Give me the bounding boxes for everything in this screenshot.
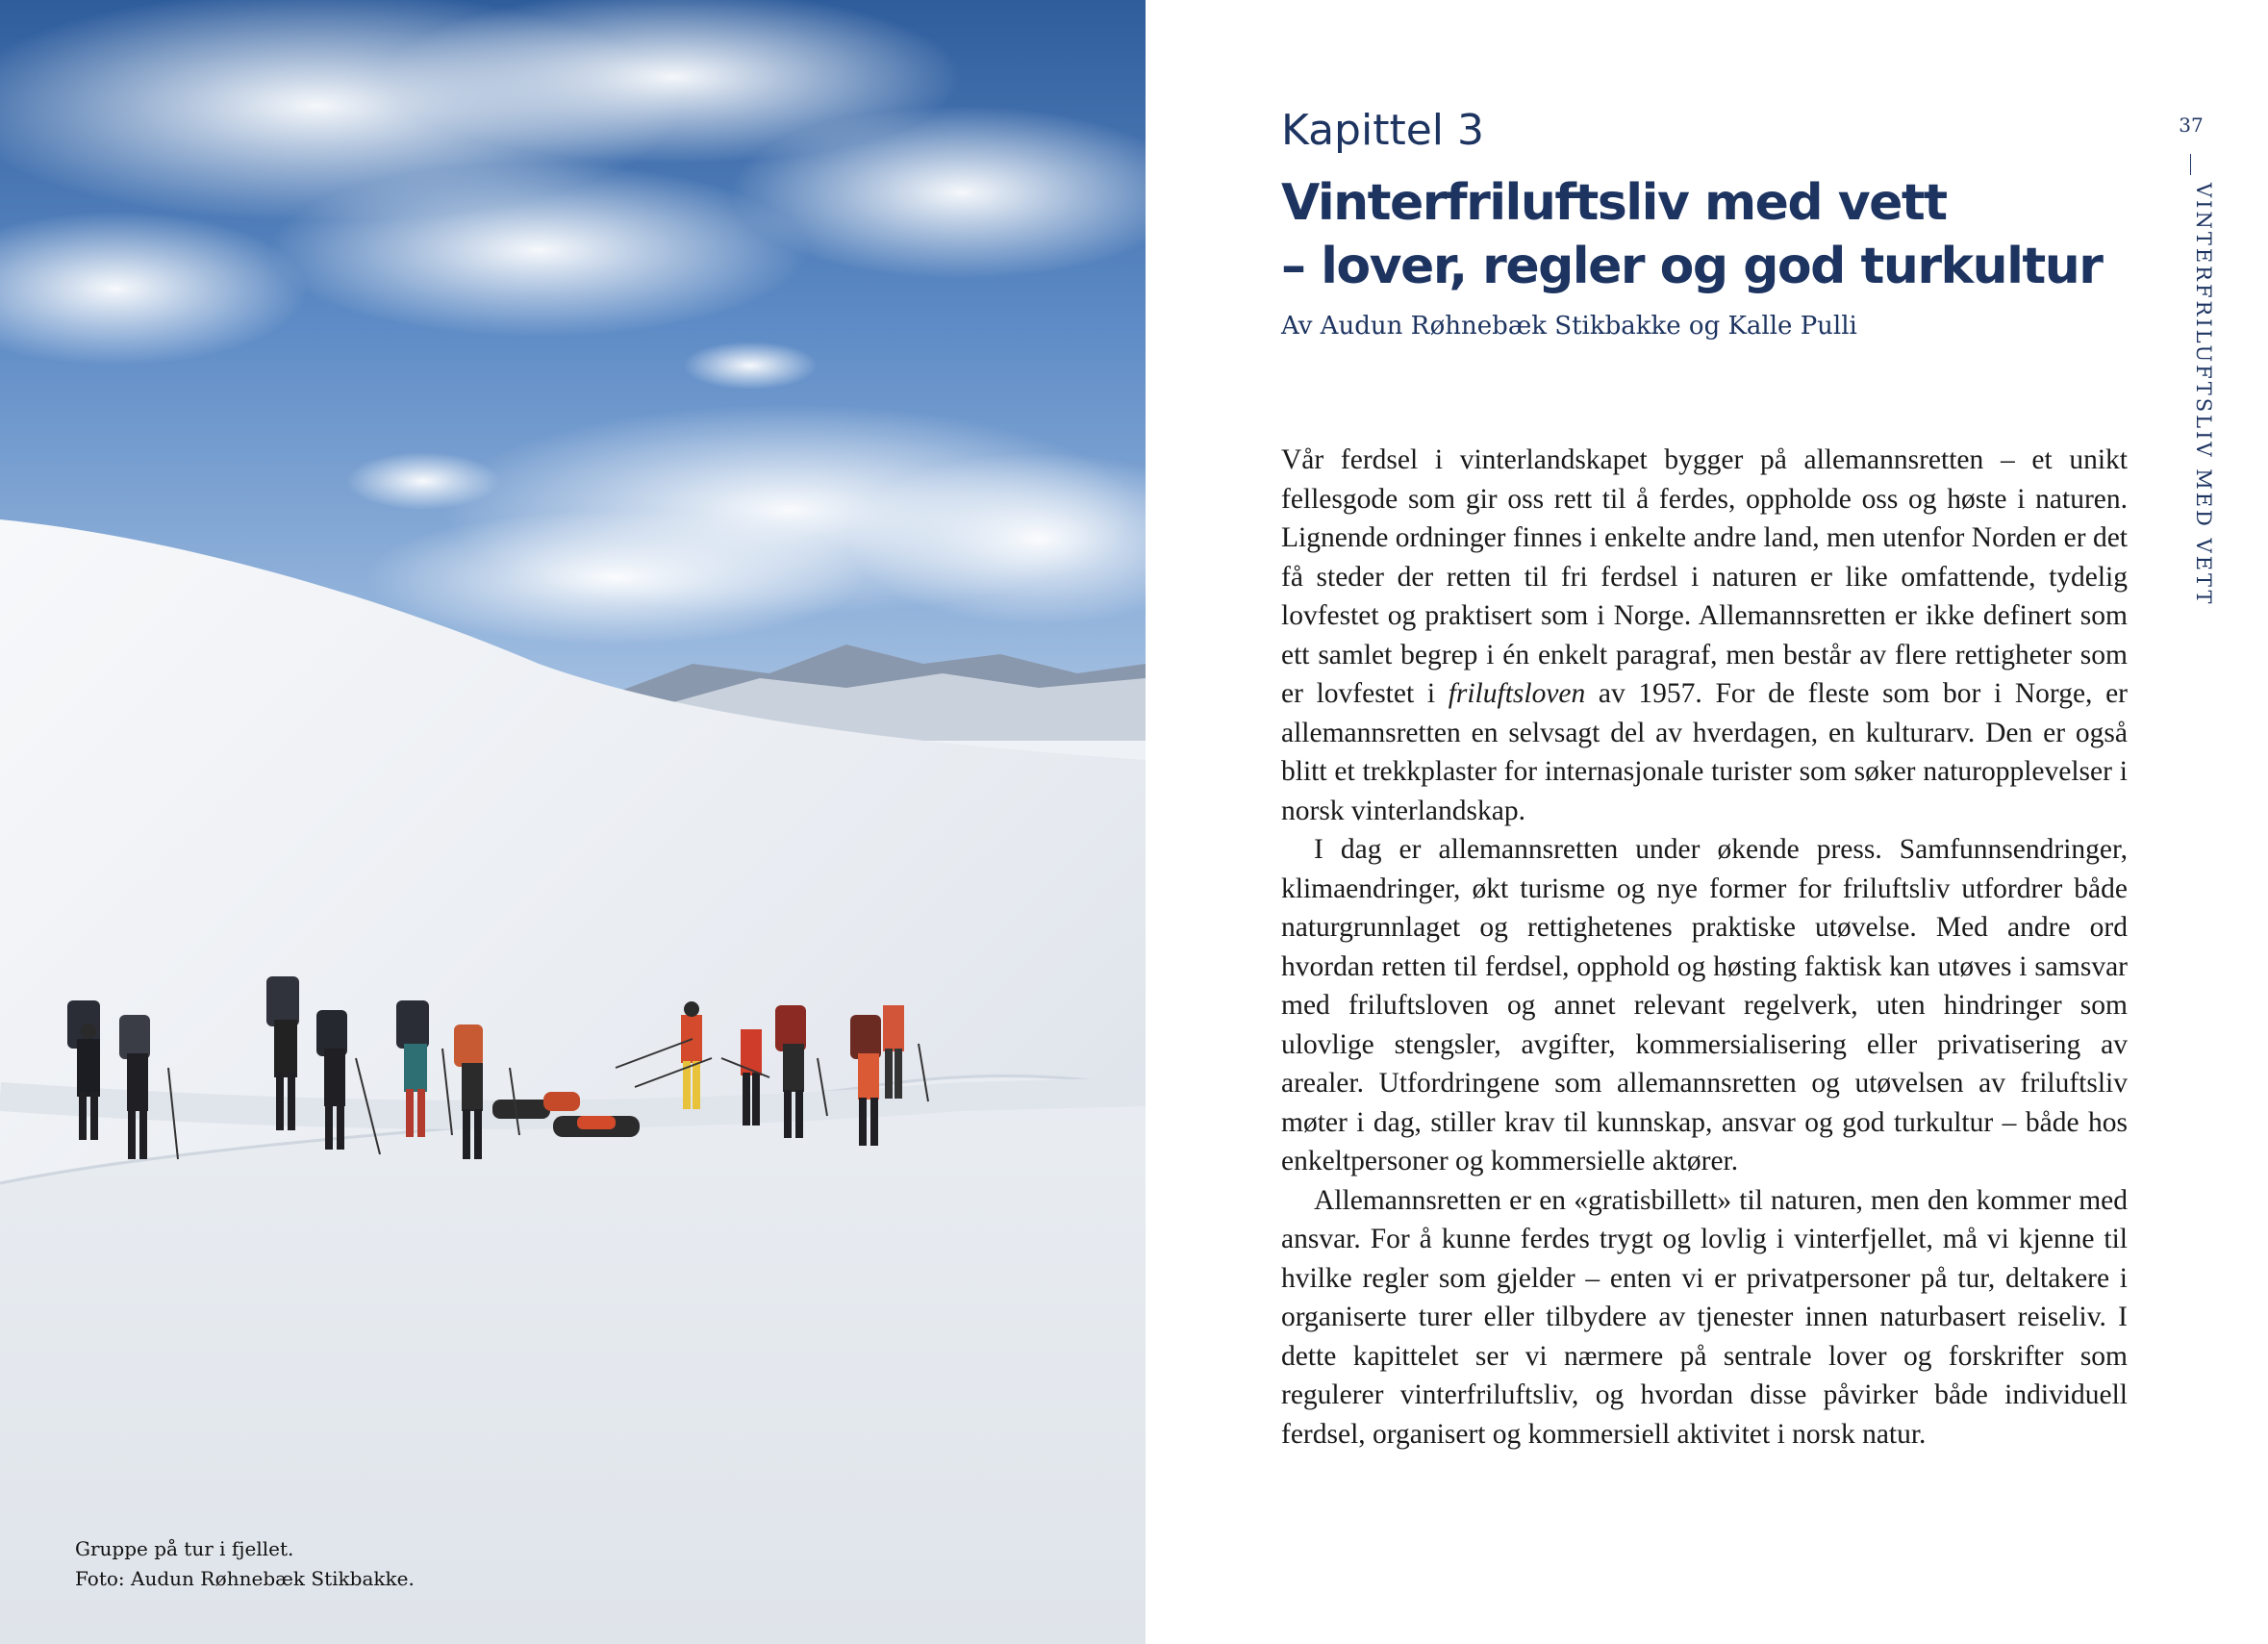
caption-line-2: Foto: Audun Røhnebæk Stikbakke. <box>75 1567 415 1590</box>
paragraph-2: I dag er allemannsretten under økende press. Samfunnsendringer, klimaendringer, økt turisme og nye former for friluftsliv utfordrer både naturgrunnlaget og rettighetenes praktiske utøvelse. Med andre ord hvordan retten til ferdsel, opphold og høsting faktisk kan utøves i samsvar med friluftsloven og annet relevant regelverk, uten hindringer som ulovlige stengsler, avgifter, kommersialisering eller privatisering av arealer. Utfordringene som allemannsretten og utøvelsen av friluftsliv møter i dag, stiller krav til kunnskap, ansvar og god turkultur – både hos enkeltpersoner og kommersielle aktører. <box>1281 834 2128 1176</box>
photo-caption <box>75 1534 652 1594</box>
paragraph-1 <box>1281 441 2128 830</box>
page-number: 37 <box>2179 114 2204 137</box>
chapter-label: Kapittel 3 <box>1281 106 1484 155</box>
text-page <box>1146 0 2268 1644</box>
chapter-title <box>1281 171 2147 298</box>
paragraph-1-part-a: Vår ferdsel i vinterlandskapet bygger på allemannsretten – et unikt fellesgode som gir oss rett til å ferdes, oppholde oss og høste i naturen. Lignende ordninger finnes i enkelte andre land, men utenfor Norden er det få steder der retten til fri ferdsel i naturen er like omfattende, tydelig lovfestet og praktisert som i Norge. Allemannsretten er ikke definert som ett samlet begrep i én enkelt paragraf, men består av flere rettigheter som er lovfestet i <box>1281 444 2128 709</box>
running-head: VINTERFRILUFTSLIV MED VETT <box>2192 183 2215 607</box>
law-title-italic: friluftsloven <box>1448 678 1586 709</box>
chapter-title-line-2: – lover, regler og god turkultur <box>1281 238 2103 295</box>
author-byline: Av Audun Røhnebæk Stikbakke og Kalle Pulli <box>1281 312 1857 341</box>
page-number-divider <box>2190 154 2191 175</box>
chapter-title-line-1: Vinterfriluftsliv med vett <box>1281 174 1947 232</box>
paragraph-1-part-b: av 1957. For de fleste som bor i Norge, er allemannsretten en selvsagt del av hverdagen, en kulturarv. Den er også blitt et trekkplaster for internasjonale turister som søker naturopplevelser i norsk vinterlandskap. <box>1281 678 2128 826</box>
caption-line-1: Gruppe på tur i fjellet. <box>75 1537 294 1560</box>
paragraph-3: Allemannsretten er en «gratisbillett» til naturen, men den kommer med ansvar. For å kunne ferdes trygt og lovlig i vinterfjellet, må vi kjenne til hvilke regler som gjelder – enten vi er privatpersoner på tur, deltakere i organiserte turer eller tilbydere av tjenester innen naturbasert reiseliv. I dette kapittelet ser vi nærmere på sentrale lover og forskrifter som regulerer vinterfriluftsliv, og hvordan disse påvirker både individuell ferdsel, organisert og kommersiell aktivitet i norsk natur. <box>1281 1184 2128 1450</box>
body-text <box>1281 441 2128 1454</box>
